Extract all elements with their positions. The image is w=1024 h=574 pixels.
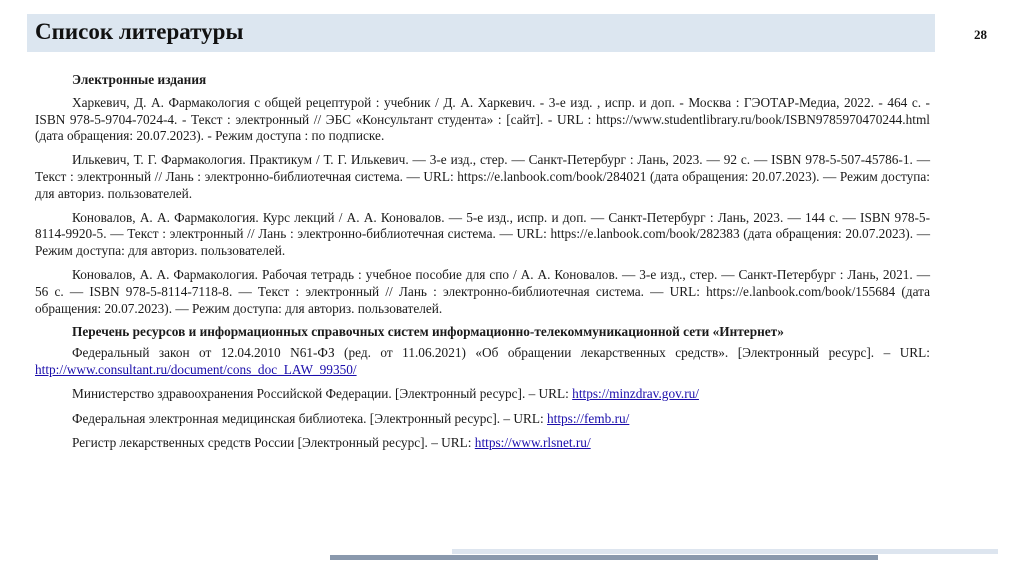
resource-description: Министерство здравоохранения Российской Федерации. [Электронный ресурс]. – URL: (72, 385, 573, 401)
internet-resource-entry (35, 386, 930, 403)
resource-description: Федеральная электронная медицинская библиотека. [Электронный ресурс]. – URL: (72, 410, 547, 426)
bibliography-content (35, 72, 930, 460)
section-heading-internet: Перечень ресурсов и информационных справочных систем информационно-телекоммуникационной сети «Интернет» (72, 324, 784, 340)
internet-resource-entry (35, 435, 930, 452)
resource-link-femb[interactable]: https://femb.ru/ (547, 410, 630, 426)
resource-link-minzdrav[interactable]: https://minzdrav.gov.ru/ (572, 385, 699, 401)
resource-description: Регистр лекарственных средств России [Электронный ресурс]. – URL: (72, 435, 475, 451)
bibliography-entry: Коновалов, А. А. Фармакология. Рабочая тетрадь : учебное пособие для спо / А. А. Коновалов. — 3-е изд., стер. — Санкт-Петербург : Лань, 2021. — 56 с. — ISBN 978-5-8114-7118-8. — Текст : электронный // Лань : электронно-библиотечная система. — URL: https://e.lanbook.com/book/155684 (дата обращения: 20.07.2023). — Режим доступа: для авториз. пользователей. (35, 266, 930, 316)
footer-decor-bar-gray (330, 555, 878, 560)
page-number: 28 (974, 27, 987, 42)
footer-decor-bar-light (452, 549, 998, 554)
internet-resource-entry (35, 411, 930, 428)
bibliography-entry: Харкевич, Д. А. Фармакология с общей рецептурой : учебник / Д. А. Харкевич. - 3-е изд. , испр. и доп. - Москва : ГЭОТАР-Медиа, 2022. - 464 с. - ISBN 978-5-9704-7024-4. - Текст : электронный // ЭБС «Консультант студента» : [сайт]. - URL : https://www.studentlibrary.ru/book/ISBN9785970470244.html (дата обращения: 20.07.2023). - Режим доступа : по подписке. (35, 94, 930, 144)
bibliography-entry: Илькевич, Т. Г. Фармакология. Практикум / Т. Г. Илькевич. — 3-е изд., стер. — Санкт-Петербург : Лань, 2023. — 92 с. — ISBN 978-5-507-45786-1. — Текст : электронный // Лань : электронно-библиотечная система. — URL: https://e.lanbook.com/book/284021 (дата обращения: 20.07.2023). — Режим доступа: для авториз. пользователей. (35, 152, 930, 201)
resource-link-rlsnet[interactable]: https://www.rlsnet.ru/ (474, 435, 591, 451)
page-title: Список литературы (35, 19, 244, 44)
resource-link-consultant[interactable]: http://www.consultant.ru/document/cons_doc_LAW_99350/ (35, 361, 357, 377)
bibliography-entry: Коновалов, А. А. Фармакология. Курс лекций / А. А. Коновалов. — 5-е изд., испр. и доп. — Санкт-Петербург : Лань, 2023. — 144 с. — ISBN 978-5-8114-9920-5. — Текст : электронный // Лань : электронно-библиотечная система. — URL: https://e.lanbook.com/book/282383 (дата обращения: 20.07.2023). — Режим доступа: для авториз. пользователей. (35, 209, 930, 259)
internet-resource-entry (35, 345, 930, 379)
section-heading-electronic: Электронные издания (72, 72, 207, 87)
resource-description: Федеральный закон от 12.04.2010 N61-ФЗ (ред. от 11.06.2021) «Об обращении лекарственных средств». [Электронный ресурс]. – URL: (72, 345, 930, 361)
